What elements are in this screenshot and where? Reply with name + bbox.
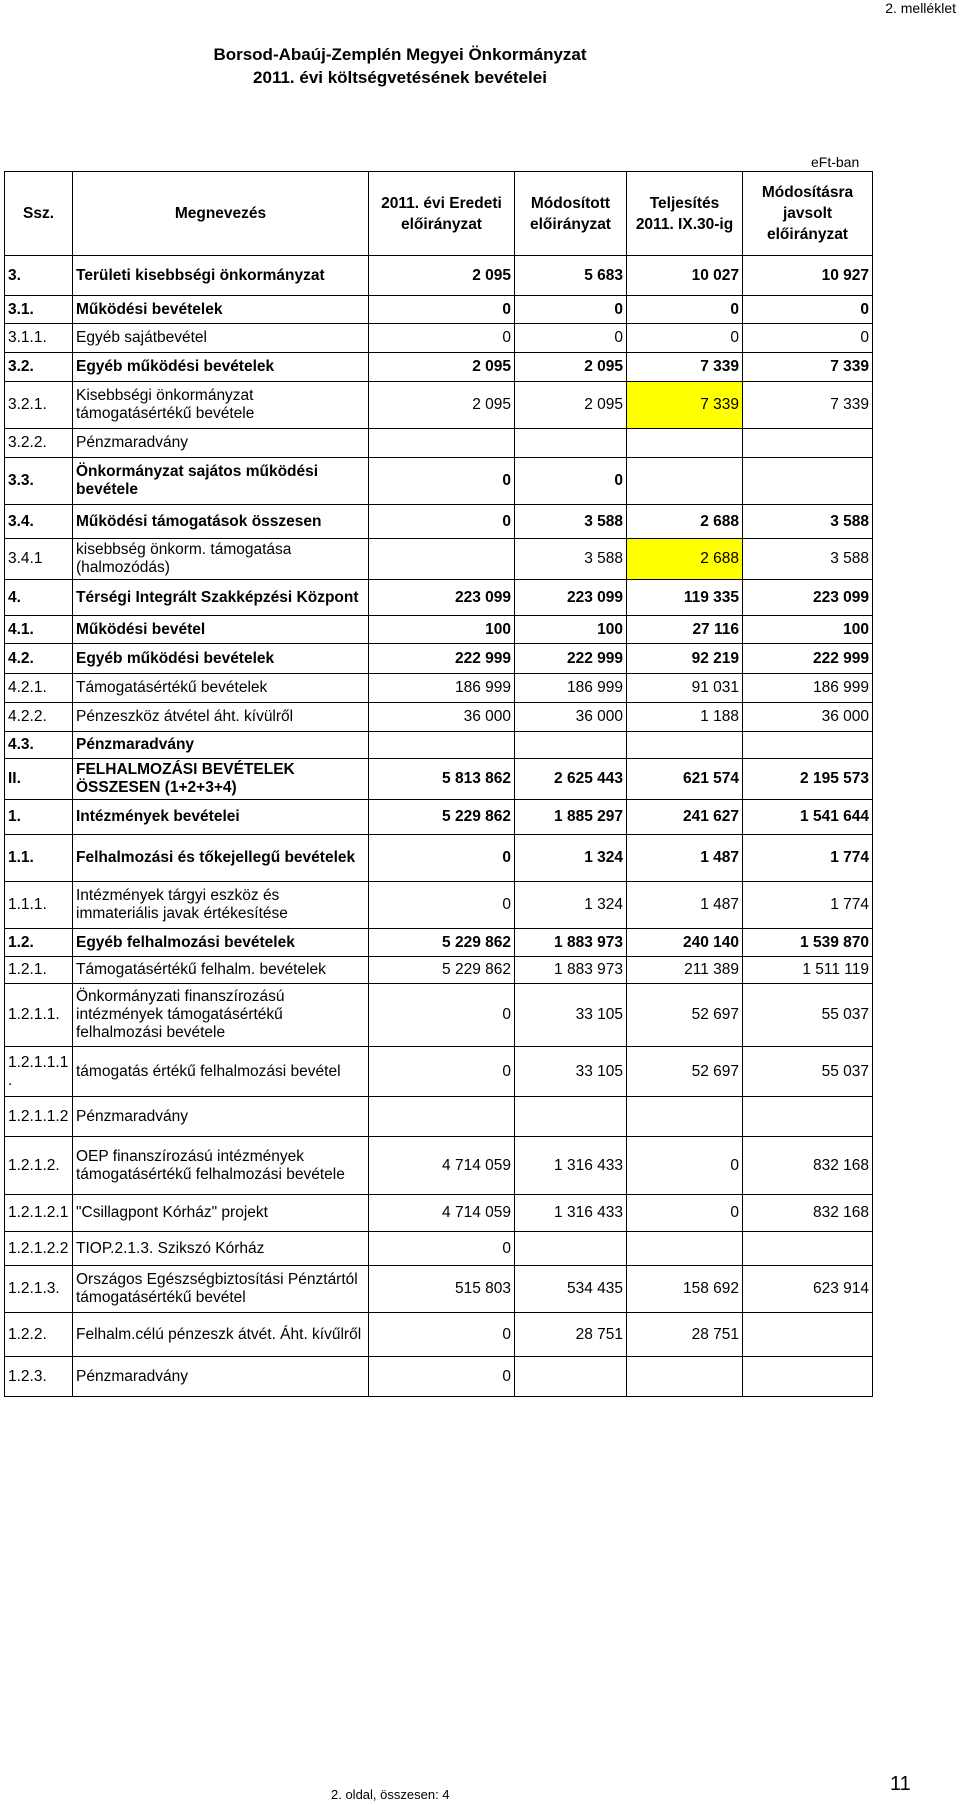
row-modositott: 186 999 (515, 674, 627, 703)
row-javasolt (743, 732, 873, 759)
row-teljesites: 0 (627, 296, 743, 324)
row-code: 1.2.1.1.1 . (5, 1047, 73, 1097)
row-eredeti: 0 (369, 835, 515, 882)
row-eredeti (369, 1097, 515, 1137)
row-teljesites: 91 031 (627, 674, 743, 703)
row-teljesites: 7 339 (627, 382, 743, 429)
row-teljesites: 119 335 (627, 580, 743, 616)
row-code: 3. (5, 256, 73, 296)
row-eredeti: 0 (369, 882, 515, 929)
row-code: 1.2.1.1.2 (5, 1097, 73, 1137)
row-modositott (515, 429, 627, 458)
row-eredeti: 0 (369, 1232, 515, 1266)
row-eredeti: 0 (369, 458, 515, 505)
table-row (5, 539, 873, 580)
row-teljesites: 52 697 (627, 984, 743, 1047)
table-row (5, 580, 873, 616)
row-javasolt: 832 168 (743, 1195, 873, 1232)
row-name: "Csillagpont Kórház" projekt (73, 1195, 369, 1232)
row-teljesites: 92 219 (627, 644, 743, 674)
row-javasolt: 1 541 644 (743, 800, 873, 835)
row-eredeti: 0 (369, 1357, 515, 1397)
row-name: Támogatásértékű bevételek (73, 674, 369, 703)
table-row (5, 429, 873, 458)
row-name: OEP finanszírozású intézmények támogatásértékű felhalmozási bevétele (73, 1137, 369, 1195)
table-row (5, 353, 873, 382)
row-teljesites: 241 627 (627, 800, 743, 835)
row-javasolt: 0 (743, 324, 873, 353)
row-javasolt (743, 1357, 873, 1397)
row-eredeti: 100 (369, 616, 515, 644)
row-javasolt: 7 339 (743, 353, 873, 382)
row-name: Térségi Integrált Szakképzési Központ (73, 580, 369, 616)
revenue-table (4, 171, 873, 1397)
row-javasolt: 623 914 (743, 1266, 873, 1313)
row-javasolt (743, 1097, 873, 1137)
row-javasolt: 3 588 (743, 505, 873, 539)
row-javasolt: 36 000 (743, 703, 873, 732)
row-javasolt: 100 (743, 616, 873, 644)
row-javasolt (743, 1313, 873, 1357)
table-row (5, 674, 873, 703)
row-name: Területi kisebbségi önkormányzat (73, 256, 369, 296)
row-javasolt: 0 (743, 296, 873, 324)
row-javasolt: 55 037 (743, 984, 873, 1047)
row-eredeti: 36 000 (369, 703, 515, 732)
table-row (5, 296, 873, 324)
row-code: 1.2.1.1. (5, 984, 73, 1047)
row-name: Támogatásértékű felhalm. bevételek (73, 957, 369, 984)
row-name: Országos Egészségbiztosítási Pénztártól támogatásértékű bevétel (73, 1266, 369, 1313)
row-code: 1.2.1.2. (5, 1137, 73, 1195)
table-row (5, 835, 873, 882)
row-code: 4.2. (5, 644, 73, 674)
row-name: Pénzmaradvány (73, 1097, 369, 1137)
row-name: Pénzmaradvány (73, 1357, 369, 1397)
row-eredeti (369, 429, 515, 458)
table-header-row (5, 172, 873, 256)
row-code: 4.3. (5, 732, 73, 759)
row-eredeti: 4 714 059 (369, 1195, 515, 1232)
row-name: kisebbség önkorm. támogatása (halmozódás) (73, 539, 369, 580)
row-teljesites (627, 732, 743, 759)
header-megnevezes: Megnevezés (73, 172, 369, 256)
row-modositott: 5 683 (515, 256, 627, 296)
page-number: 11 (890, 1773, 911, 1795)
row-teljesites: 0 (627, 1195, 743, 1232)
row-eredeti: 2 095 (369, 256, 515, 296)
row-teljesites: 0 (627, 1137, 743, 1195)
row-name: Felhalm.célú pénzeszk átvét. Áht. kívűlről (73, 1313, 369, 1357)
row-teljesites (627, 429, 743, 458)
row-eredeti: 5 229 862 (369, 957, 515, 984)
row-teljesites: 52 697 (627, 1047, 743, 1097)
row-modositott: 100 (515, 616, 627, 644)
page-footer: 2. oldal, összesen: 4 (331, 1787, 450, 1802)
row-eredeti: 186 999 (369, 674, 515, 703)
unit-note: eFt-ban (811, 154, 860, 170)
row-code: 1.1. (5, 835, 73, 882)
row-name: FELHALMOZÁSI BEVÉTELEK ÖSSZESEN (1+2+3+4) (73, 759, 369, 800)
table-row (5, 1266, 873, 1313)
row-modositott: 1 324 (515, 882, 627, 929)
row-code: II. (5, 759, 73, 800)
row-modositott: 1 324 (515, 835, 627, 882)
row-teljesites (627, 1232, 743, 1266)
row-name: Kisebbségi önkormányzat támogatásértékű bevétele (73, 382, 369, 429)
row-code: 3.2.2. (5, 429, 73, 458)
table-row (5, 1357, 873, 1397)
row-javasolt: 1 774 (743, 835, 873, 882)
row-code: 1.2.1.2.2 (5, 1232, 73, 1266)
row-name: Önkormányzat sajátos működési bevétele (73, 458, 369, 505)
table-row (5, 616, 873, 644)
row-teljesites (627, 1097, 743, 1137)
row-name: Intézmények tárgyi eszköz és immateriális javak értékesítése (73, 882, 369, 929)
row-javasolt: 10 927 (743, 256, 873, 296)
title-line-2: 2011. évi költségvetésének bevételei (253, 68, 547, 87)
table-row (5, 800, 873, 835)
row-modositott: 1 316 433 (515, 1137, 627, 1195)
row-modositott: 222 999 (515, 644, 627, 674)
row-modositott: 534 435 (515, 1266, 627, 1313)
row-modositott: 33 105 (515, 1047, 627, 1097)
row-name: Intézmények bevételei (73, 800, 369, 835)
row-name: Működési támogatások összesen (73, 505, 369, 539)
row-name: Egyéb működési bevételek (73, 644, 369, 674)
row-modositott: 2 095 (515, 353, 627, 382)
header-teljesites: Teljesítés 2011. IX.30-ig (627, 172, 743, 256)
row-code: 1.2.1. (5, 957, 73, 984)
row-eredeti (369, 539, 515, 580)
row-teljesites: 211 389 (627, 957, 743, 984)
table-row (5, 1047, 873, 1097)
table-row (5, 882, 873, 929)
row-code: 4.2.1. (5, 674, 73, 703)
row-javasolt: 55 037 (743, 1047, 873, 1097)
row-code: 4.2.2. (5, 703, 73, 732)
row-eredeti: 0 (369, 1313, 515, 1357)
table-row (5, 759, 873, 800)
row-teljesites: 0 (627, 324, 743, 353)
row-eredeti: 223 099 (369, 580, 515, 616)
table-row (5, 984, 873, 1047)
row-javasolt (743, 1232, 873, 1266)
row-code: 3.1.1. (5, 324, 73, 353)
row-name: Felhalmozási és tőkejellegű bevételek (73, 835, 369, 882)
row-javasolt: 832 168 (743, 1137, 873, 1195)
row-modositott (515, 732, 627, 759)
row-modositott (515, 1097, 627, 1137)
row-name: Egyéb sajátbevétel (73, 324, 369, 353)
table-row (5, 1137, 873, 1195)
row-name: Pénzmaradvány (73, 732, 369, 759)
header-modositott: Módosított előirányzat (515, 172, 627, 256)
annex-label: 2. melléklet (885, 0, 956, 16)
row-code: 4.1. (5, 616, 73, 644)
row-javasolt: 7 339 (743, 382, 873, 429)
row-modositott: 2 095 (515, 382, 627, 429)
row-javasolt (743, 429, 873, 458)
row-javasolt (743, 458, 873, 505)
row-teljesites: 10 027 (627, 256, 743, 296)
row-eredeti: 222 999 (369, 644, 515, 674)
row-teljesites (627, 1357, 743, 1397)
row-teljesites: 1 188 (627, 703, 743, 732)
header-javasolt: Módosításra javsolt előirányzat (743, 172, 873, 256)
table-row (5, 957, 873, 984)
row-modositott: 36 000 (515, 703, 627, 732)
row-modositott: 1 885 297 (515, 800, 627, 835)
table-row (5, 732, 873, 759)
row-code: 3.1. (5, 296, 73, 324)
row-javasolt: 1 511 119 (743, 957, 873, 984)
row-name: Működési bevételek (73, 296, 369, 324)
row-eredeti: 2 095 (369, 353, 515, 382)
table-row (5, 458, 873, 505)
header-eredeti: 2011. évi Eredeti előirányzat (369, 172, 515, 256)
row-modositott: 3 588 (515, 539, 627, 580)
row-code: 1.1.1. (5, 882, 73, 929)
row-modositott: 0 (515, 458, 627, 505)
row-eredeti: 0 (369, 505, 515, 539)
row-code: 3.3. (5, 458, 73, 505)
row-teljesites: 2 688 (627, 505, 743, 539)
row-code: 4. (5, 580, 73, 616)
table-row (5, 505, 873, 539)
row-code: 3.4. (5, 505, 73, 539)
row-teljesites: 240 140 (627, 929, 743, 957)
row-modositott: 28 751 (515, 1313, 627, 1357)
row-name: Egyéb működési bevételek (73, 353, 369, 382)
row-eredeti: 5 229 862 (369, 929, 515, 957)
row-modositott: 1 883 973 (515, 929, 627, 957)
row-name: Működési bevétel (73, 616, 369, 644)
row-teljesites (627, 458, 743, 505)
table-row (5, 256, 873, 296)
row-eredeti: 0 (369, 1047, 515, 1097)
table-row (5, 1097, 873, 1137)
table-row (5, 703, 873, 732)
row-modositott: 0 (515, 324, 627, 353)
row-modositott: 3 588 (515, 505, 627, 539)
row-teljesites: 1 487 (627, 835, 743, 882)
row-eredeti: 0 (369, 324, 515, 353)
row-teljesites: 28 751 (627, 1313, 743, 1357)
row-modositott (515, 1232, 627, 1266)
row-modositott: 1 316 433 (515, 1195, 627, 1232)
row-javasolt: 1 539 870 (743, 929, 873, 957)
row-name: Önkormányzati finanszírozású intézmények támogatásértékű felhalmozási bevétele (73, 984, 369, 1047)
row-name: Pénzmaradvány (73, 429, 369, 458)
row-javasolt: 186 999 (743, 674, 873, 703)
row-modositott: 223 099 (515, 580, 627, 616)
row-name: Egyéb felhalmozási bevételek (73, 929, 369, 957)
header-ssz: Ssz. (5, 172, 73, 256)
table-row (5, 1313, 873, 1357)
row-eredeti (369, 732, 515, 759)
row-modositott (515, 1357, 627, 1397)
row-code: 1.2.1.3. (5, 1266, 73, 1313)
document-title (0, 43, 800, 89)
row-eredeti: 0 (369, 296, 515, 324)
row-code: 1.2.1.2.1 (5, 1195, 73, 1232)
row-javasolt: 2 195 573 (743, 759, 873, 800)
row-code: 3.2. (5, 353, 73, 382)
row-modositott: 33 105 (515, 984, 627, 1047)
table-row (5, 1232, 873, 1266)
row-eredeti: 2 095 (369, 382, 515, 429)
row-javasolt: 3 588 (743, 539, 873, 580)
row-code: 1.2.2. (5, 1313, 73, 1357)
table-row (5, 929, 873, 957)
table-body (5, 256, 873, 1397)
row-eredeti: 4 714 059 (369, 1137, 515, 1195)
row-teljesites: 621 574 (627, 759, 743, 800)
row-name: támogatás értékű felhalmozási bevétel (73, 1047, 369, 1097)
row-javasolt: 223 099 (743, 580, 873, 616)
row-teljesites: 7 339 (627, 353, 743, 382)
row-teljesites: 27 116 (627, 616, 743, 644)
row-teljesites: 1 487 (627, 882, 743, 929)
row-code: 3.2.1. (5, 382, 73, 429)
row-teljesites: 2 688 (627, 539, 743, 580)
row-javasolt: 222 999 (743, 644, 873, 674)
table-row (5, 324, 873, 353)
row-code: 1. (5, 800, 73, 835)
row-eredeti: 5 229 862 (369, 800, 515, 835)
row-code: 1.2.3. (5, 1357, 73, 1397)
title-line-1: Borsod-Abaúj-Zemplén Megyei Önkormányzat (213, 45, 587, 64)
row-modositott: 0 (515, 296, 627, 324)
row-name: Pénzeszköz átvétel áht. kívülről (73, 703, 369, 732)
row-javasolt: 1 774 (743, 882, 873, 929)
table-row (5, 644, 873, 674)
row-eredeti: 0 (369, 984, 515, 1047)
row-code: 1.2. (5, 929, 73, 957)
row-modositott: 1 883 973 (515, 957, 627, 984)
row-modositott: 2 625 443 (515, 759, 627, 800)
row-eredeti: 5 813 862 (369, 759, 515, 800)
row-name: TIOP.2.1.3. Szikszó Kórház (73, 1232, 369, 1266)
table-row (5, 382, 873, 429)
row-code: 3.4.1 (5, 539, 73, 580)
table-row (5, 1195, 873, 1232)
row-teljesites: 158 692 (627, 1266, 743, 1313)
row-eredeti: 515 803 (369, 1266, 515, 1313)
